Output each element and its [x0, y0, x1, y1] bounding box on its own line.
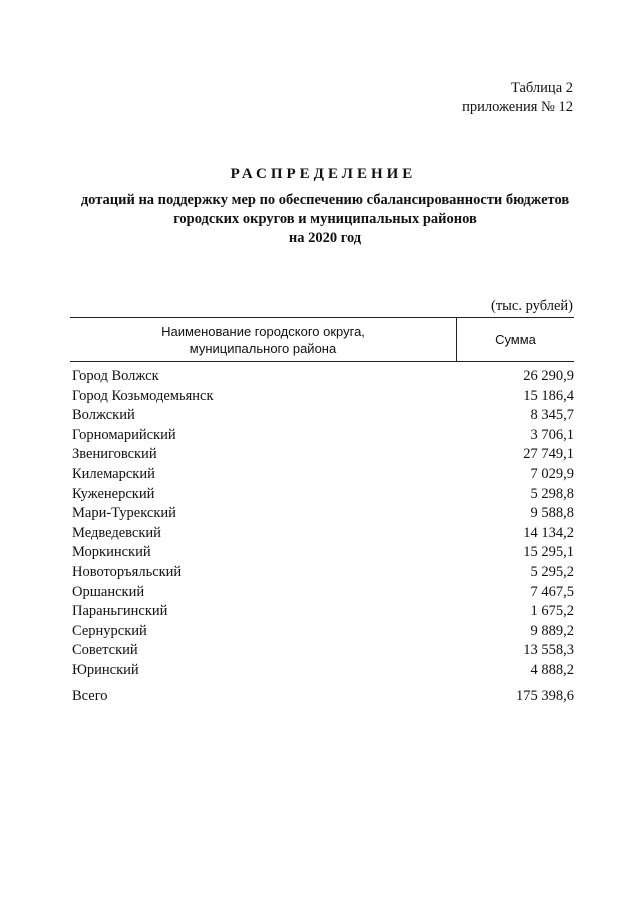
district-name: Моркинский	[72, 544, 151, 561]
district-amount: 8 345,7	[530, 407, 574, 424]
table-row	[72, 504, 574, 524]
subtitle-line-2: городских округов и муниципальных районов	[173, 211, 477, 227]
subtitle-line-3: на 2020 год	[288, 230, 362, 246]
units-label: (тыс. рублей)	[491, 298, 573, 314]
header-name-line-2: муниципального района	[189, 340, 337, 356]
district-name: Город Козьмодемьянск	[72, 387, 214, 404]
district-amount: 13 558,3	[523, 642, 574, 659]
table-row	[72, 583, 574, 603]
district-amount: 7 029,9	[530, 465, 574, 482]
table-row	[72, 445, 574, 465]
district-name: Новоторъяльский	[72, 563, 182, 580]
table-body	[72, 367, 574, 681]
table-row	[72, 622, 574, 642]
district-amount: 9 588,8	[530, 505, 574, 522]
district-amount: 5 298,8	[530, 485, 574, 502]
annex-table-number: Таблица 2	[510, 80, 573, 96]
district-name: Город Волжск	[72, 368, 159, 384]
district-amount: 15 295,1	[523, 544, 574, 561]
district-amount: 14 134,2	[523, 524, 574, 541]
district-amount: 3 706,1	[530, 426, 574, 443]
district-amount: 9 889,2	[530, 622, 574, 639]
table-row	[72, 406, 574, 426]
total-value: 175 398,6	[516, 688, 574, 704]
document-subtitle	[60, 191, 590, 248]
district-amount: 7 467,5	[530, 583, 574, 600]
table-row	[72, 543, 574, 563]
annex-appendix-number: приложения № 12	[462, 99, 573, 115]
table-row	[72, 602, 574, 622]
total-label: Всего	[72, 688, 108, 704]
header-name-line-1: Наименование городского округа,	[161, 323, 365, 339]
table-row	[72, 661, 574, 681]
table-row	[72, 367, 574, 387]
document-title: РАСПРЕДЕЛЕНИЕ	[230, 166, 417, 182]
table-row	[72, 563, 574, 583]
district-name: Оршанский	[72, 583, 145, 600]
district-amount: 5 295,2	[530, 563, 574, 580]
total-row	[72, 688, 574, 705]
annex-reference	[462, 79, 573, 117]
table-row	[72, 641, 574, 661]
district-amount: 26 290,9	[523, 368, 574, 384]
district-name: Мари-Турекский	[72, 505, 176, 522]
district-name: Килемарский	[72, 465, 155, 482]
district-name: Сернурский	[72, 622, 147, 639]
district-amount: 15 186,4	[523, 387, 574, 404]
table-row	[72, 485, 574, 505]
subtitle-line-1: дотаций на поддержку мер по обеспечению сбалансированности бюджетов	[80, 192, 570, 208]
district-name: Советский	[72, 642, 138, 659]
header-name-cell	[70, 318, 457, 361]
table-row	[72, 387, 574, 407]
table-row	[72, 524, 574, 544]
district-name: Звениговский	[72, 446, 157, 463]
district-amount: 1 675,2	[530, 603, 574, 620]
header-sum-cell: Сумма	[495, 332, 536, 347]
district-name: Волжский	[72, 407, 135, 424]
district-name: Горномарийский	[72, 426, 176, 443]
table-row	[72, 465, 574, 485]
table-header	[70, 317, 574, 362]
district-name: Параньгинский	[72, 603, 168, 620]
district-name: Медведевский	[72, 524, 161, 541]
district-name: Куженерский	[72, 485, 155, 502]
table-row	[72, 426, 574, 446]
district-amount: 4 888,2	[530, 661, 574, 678]
district-name: Юринский	[72, 661, 139, 678]
district-amount: 27 749,1	[523, 446, 574, 463]
